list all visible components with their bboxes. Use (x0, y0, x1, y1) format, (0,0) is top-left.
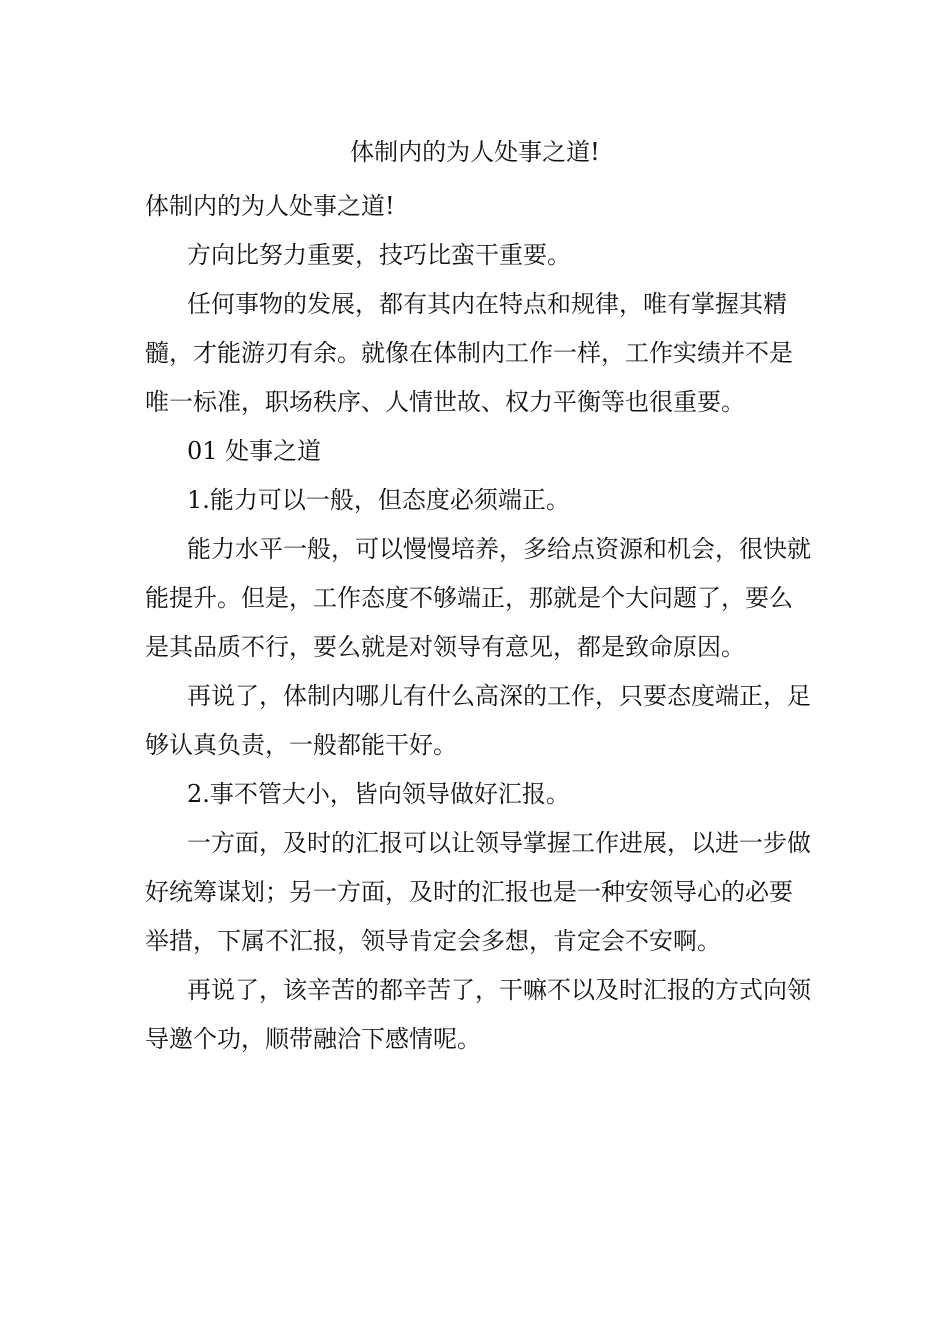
paragraph-point-1-extra: 再说了，体制内哪儿有什么高深的工作，只要态度端正，足够认真负责，一般都能干好。 (145, 682, 811, 759)
point-heading-2: 2.事不管大小，皆向领导做好汇报。 (187, 780, 570, 808)
paragraph-point-2-extra: 再说了，该辛苦的都辛苦了，干嘛不以及时汇报的方式向领导邀个功，顺带融洽下感情呢。 (145, 976, 811, 1053)
paragraph-repeated-title: 体制内的为人处事之道! (145, 192, 395, 220)
section-heading: 01 处事之道 (187, 437, 322, 465)
paragraph-intro: 任何事物的发展，都有其内在特点和规律，唯有掌握其精髓，才能游刃有余。就像在体制内工作一样，工作实绩并不是唯一标准，职场秩序、人情世故、权力平衡等也很重要。 (145, 290, 793, 416)
paragraph-point-1-body: 能力水平一般，可以慢慢培养，多给点资源和机会，很快就能提升。但是，工作态度不够端正，那就是个大问题了，要么是其品质不行，要么就是对领导有意见，都是致命原因。 (145, 535, 811, 661)
paragraph-point-2-body: 一方面，及时的汇报可以让领导掌握工作进展，以进一步做好统筹谋划；另一方面，及时的汇报也是一种安领导心的必要举措，下属不汇报，领导肯定会多想，肯定会不安啊。 (145, 829, 811, 955)
document-body (145, 182, 813, 1064)
point-heading-1: 1.能力可以一般，但态度必须端正。 (187, 486, 570, 514)
document-title: 体制内的为人处事之道! (350, 138, 600, 166)
paragraph-lead: 方向比努力重要，技巧比蛮干重要。 (187, 241, 571, 269)
